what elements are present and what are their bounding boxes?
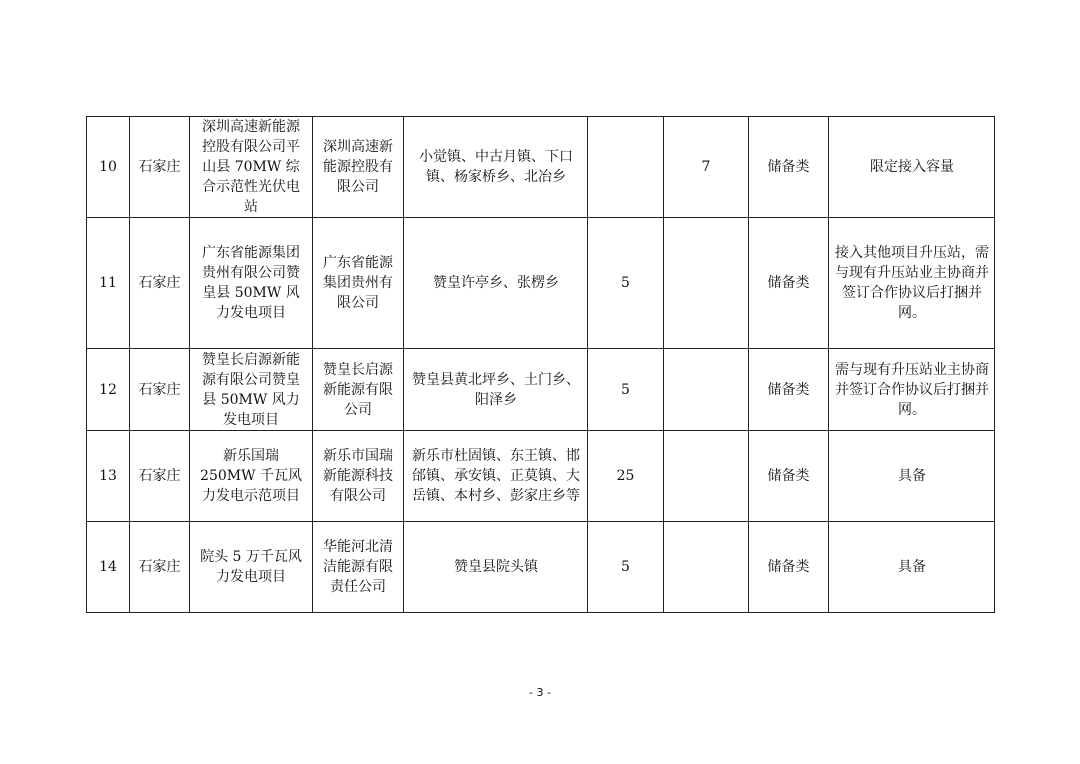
project-name-cell: 广东省能源集团贵州有限公司赞皇县 50MW 风力发电项目 bbox=[190, 218, 313, 349]
note-cell: 具备 bbox=[829, 522, 995, 613]
enterprise-cell: 广东省能源集团贵州有限公司 bbox=[313, 218, 404, 349]
scale-cell: 5 bbox=[588, 522, 664, 613]
city-cell: 石家庄 bbox=[130, 218, 190, 349]
project-table bbox=[86, 116, 995, 613]
project-name-cell: 深圳高速新能源控股有限公司平山县 70MW 综合示范性光伏电站 bbox=[190, 117, 313, 218]
table-row bbox=[87, 117, 995, 218]
row-number: 14 bbox=[87, 522, 130, 613]
row-number: 11 bbox=[87, 218, 130, 349]
note-cell: 需与现有升压站业主协商并签订合作协议后打捆并网。 bbox=[829, 349, 995, 431]
city-cell: 石家庄 bbox=[130, 522, 190, 613]
scale-cell bbox=[588, 117, 664, 218]
scale-cell: 5 bbox=[588, 349, 664, 431]
row-number: 12 bbox=[87, 349, 130, 431]
row-number: 10 bbox=[87, 117, 130, 218]
location-cell: 小觉镇、中古月镇、下口镇、杨家桥乡、北冶乡 bbox=[404, 117, 588, 218]
storage-cell bbox=[664, 218, 749, 349]
table-row bbox=[87, 522, 995, 613]
enterprise-cell: 新乐市国瑞新能源科技有限公司 bbox=[313, 431, 404, 522]
storage-cell bbox=[664, 522, 749, 613]
enterprise-cell: 华能河北清洁能源有限责任公司 bbox=[313, 522, 404, 613]
storage-cell bbox=[664, 349, 749, 431]
storage-cell: 7 bbox=[664, 117, 749, 218]
category-cell: 储备类 bbox=[749, 349, 829, 431]
project-name-cell: 院头 5 万千瓦风力发电项目 bbox=[190, 522, 313, 613]
row-number: 13 bbox=[87, 431, 130, 522]
location-cell: 赞皇许亭乡、张楞乡 bbox=[404, 218, 588, 349]
enterprise-cell: 赞皇长启源新能源有限公司 bbox=[313, 349, 404, 431]
category-cell: 储备类 bbox=[749, 431, 829, 522]
scale-cell: 25 bbox=[588, 431, 664, 522]
note-cell: 接入其他项目升压站，需与现有升压站业主协商并签订合作协议后打捆并网。 bbox=[829, 218, 995, 349]
city-cell: 石家庄 bbox=[130, 117, 190, 218]
category-cell: 储备类 bbox=[749, 117, 829, 218]
location-cell: 赞皇县黄北坪乡、土门乡、阳泽乡 bbox=[404, 349, 588, 431]
project-name-cell: 赞皇长启源新能源有限公司赞皇县 50MW 风力发电项目 bbox=[190, 349, 313, 431]
category-cell: 储备类 bbox=[749, 218, 829, 349]
city-cell: 石家庄 bbox=[130, 349, 190, 431]
table-row bbox=[87, 431, 995, 522]
note-cell: 具备 bbox=[829, 431, 995, 522]
note-cell: 限定接入容量 bbox=[829, 117, 995, 218]
location-cell: 新乐市杜固镇、东王镇、邯邰镇、承安镇、正莫镇、大岳镇、本村乡、彭家庄乡等 bbox=[404, 431, 588, 522]
category-cell: 储备类 bbox=[749, 522, 829, 613]
table-row bbox=[87, 218, 995, 349]
table-row bbox=[87, 349, 995, 431]
storage-cell bbox=[664, 431, 749, 522]
city-cell: 石家庄 bbox=[130, 431, 190, 522]
enterprise-cell: 深圳高速新能源控股有限公司 bbox=[313, 117, 404, 218]
project-name-cell: 新乐国瑞 250MW 千瓦风力发电示范项目 bbox=[190, 431, 313, 522]
page-number: - 3 - bbox=[529, 686, 551, 699]
scale-cell: 5 bbox=[588, 218, 664, 349]
location-cell: 赞皇县院头镇 bbox=[404, 522, 588, 613]
